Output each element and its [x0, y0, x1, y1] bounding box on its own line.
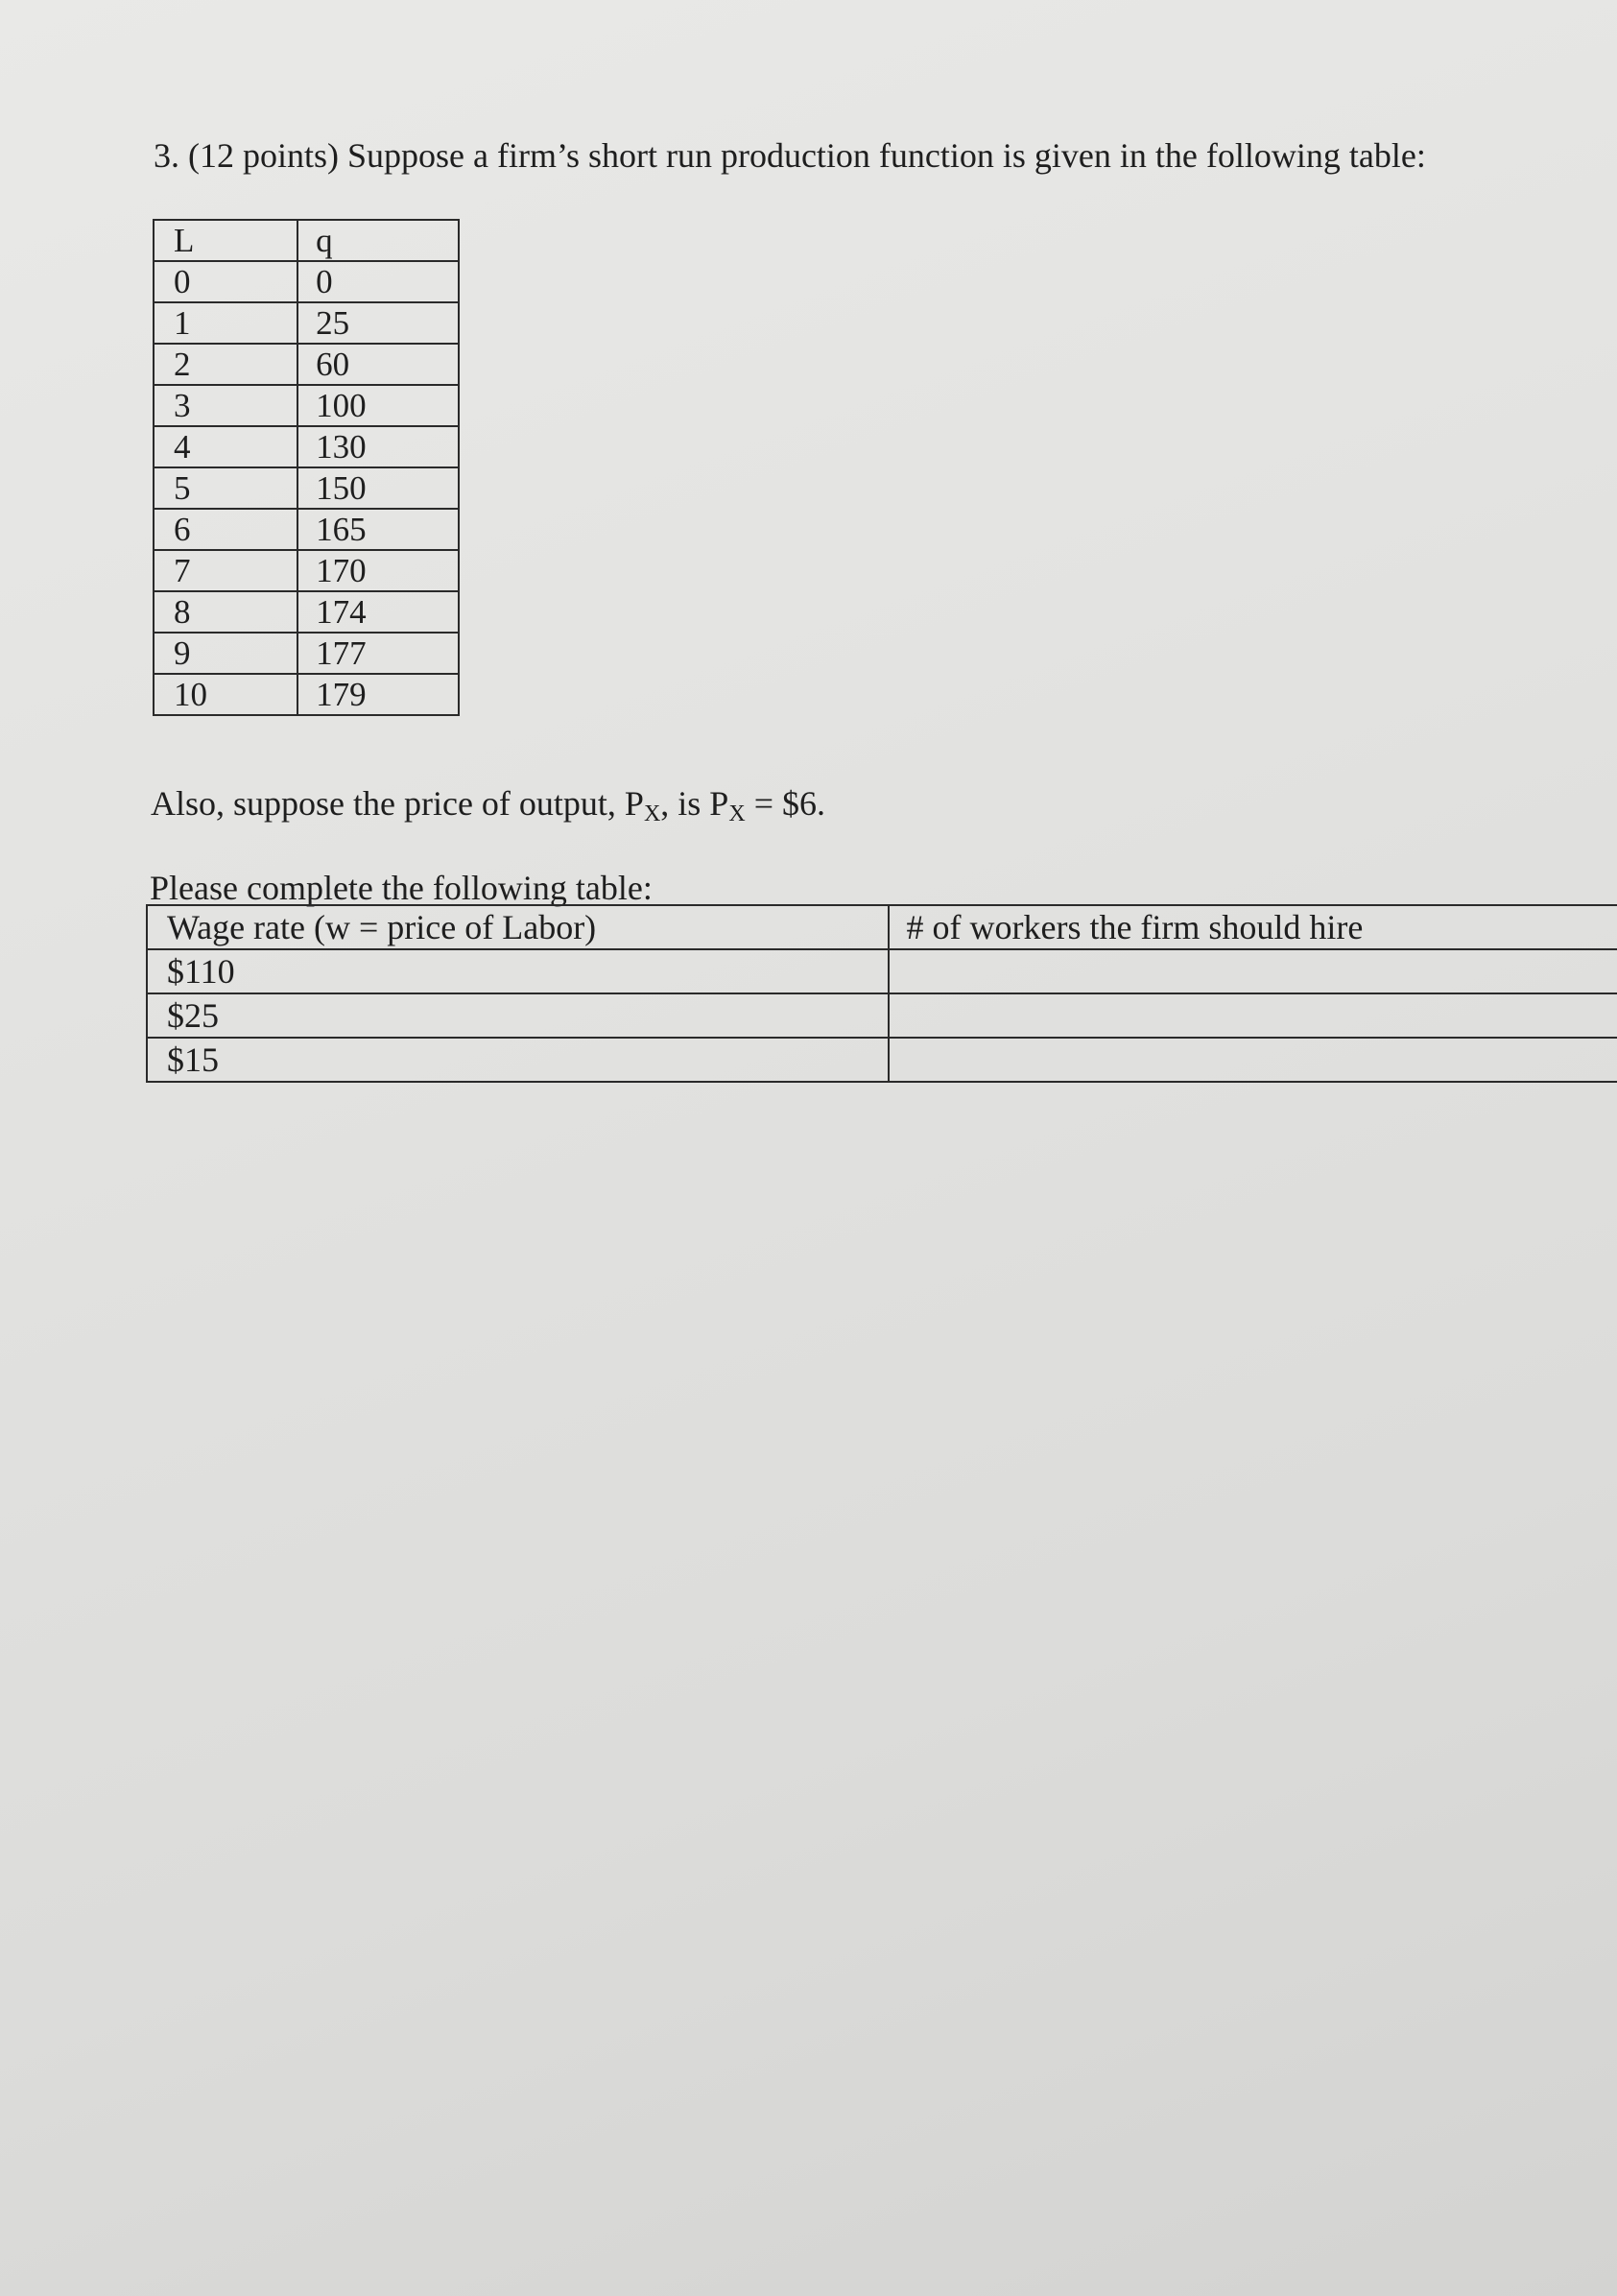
- labor-cell: 0: [154, 261, 297, 302]
- table-header-row: [154, 220, 459, 261]
- table-row: [147, 993, 1617, 1038]
- labor-cell: 7: [154, 550, 297, 591]
- column-header-workers-to-hire: # of workers the firm should hire: [889, 905, 1617, 949]
- price-text-middle: , is P: [660, 784, 729, 823]
- output-cell: 130: [297, 426, 459, 467]
- output-cell: 100: [297, 385, 459, 426]
- output-cell: 0: [297, 261, 459, 302]
- table-row: [154, 591, 459, 633]
- table-row: [154, 674, 459, 715]
- table-row: [147, 949, 1617, 993]
- labor-cell: 9: [154, 633, 297, 674]
- output-price-statement: [151, 782, 825, 825]
- labor-cell: 5: [154, 467, 297, 509]
- production-function-table: [153, 219, 460, 716]
- workers-answer-cell[interactable]: [889, 993, 1617, 1038]
- column-header-output: q: [297, 220, 459, 261]
- table-row: [154, 385, 459, 426]
- output-cell: 150: [297, 467, 459, 509]
- instruction-text: Please complete the following table:: [150, 869, 653, 907]
- labor-cell: 2: [154, 344, 297, 385]
- question-text: 3. (12 points) Suppose a firm’s short run production function is given in the following table:: [154, 136, 1426, 175]
- workers-answer-cell[interactable]: [889, 1038, 1617, 1082]
- output-cell: 60: [297, 344, 459, 385]
- output-cell: 177: [297, 633, 459, 674]
- table-header-row: [147, 905, 1617, 949]
- output-cell: 174: [297, 591, 459, 633]
- table-row: [147, 1038, 1617, 1082]
- labor-cell: 10: [154, 674, 297, 715]
- output-cell: 170: [297, 550, 459, 591]
- price-subscript: X: [643, 801, 661, 826]
- table-row: [154, 467, 459, 509]
- labor-cell: 1: [154, 302, 297, 344]
- column-header-labor: L: [154, 220, 297, 261]
- table-row: [154, 550, 459, 591]
- labor-cell: 4: [154, 426, 297, 467]
- wage-rate-cell: $110: [147, 949, 889, 993]
- labor-cell: 8: [154, 591, 297, 633]
- table-row: [154, 302, 459, 344]
- table-row: [154, 261, 459, 302]
- labor-cell: 3: [154, 385, 297, 426]
- wage-hiring-table: [146, 904, 1617, 1083]
- labor-cell: 6: [154, 509, 297, 550]
- output-cell: 165: [297, 509, 459, 550]
- price-text-prefix: Also, suppose the price of output, P: [151, 784, 644, 823]
- wage-rate-cell: $15: [147, 1038, 889, 1082]
- price-text-suffix: = $6.: [745, 784, 825, 823]
- table-row: [154, 633, 459, 674]
- wage-rate-cell: $25: [147, 993, 889, 1038]
- column-header-wage-rate: Wage rate (w = price of Labor): [147, 905, 889, 949]
- table-row: [154, 426, 459, 467]
- output-cell: 179: [297, 674, 459, 715]
- price-subscript: X: [728, 801, 746, 826]
- output-cell: 25: [297, 302, 459, 344]
- workers-answer-cell[interactable]: [889, 949, 1617, 993]
- table-row: [154, 344, 459, 385]
- table-row: [154, 509, 459, 550]
